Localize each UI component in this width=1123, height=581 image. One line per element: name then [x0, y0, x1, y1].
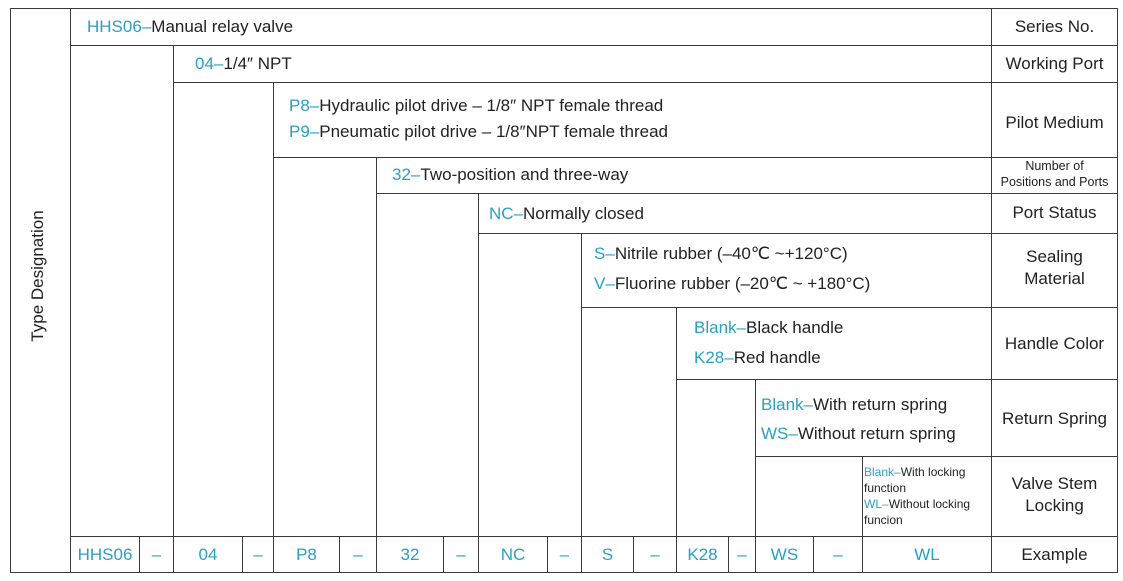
pilot-entry-p9 — [289, 123, 668, 140]
example-dash: – — [353, 545, 363, 564]
header-positions-line2: Positions and Ports — [1000, 175, 1109, 189]
header-example: Example — [1021, 545, 1088, 564]
handle-desc-blank: Black handle — [746, 318, 844, 337]
spring-sep-ws: – — [788, 424, 798, 443]
spring-code-blank: Blank — [761, 395, 804, 414]
header-positions-line1: Number of — [1025, 159, 1084, 173]
spring-sep-blank: – — [803, 395, 813, 414]
example-value-handle: K28 — [687, 545, 718, 564]
example-dash: – — [833, 545, 843, 564]
handle-sep-k28: – — [724, 348, 734, 367]
side-label: Type Designation — [28, 210, 47, 342]
table-border-left — [10, 8, 11, 573]
sealing-desc-s: Nitrile rubber (–40℃ ~+120°C) — [614, 244, 848, 263]
spring-entry-blank — [761, 396, 947, 413]
header-return-spring: Return Spring — [1002, 409, 1107, 428]
sealing-code-s: S — [594, 244, 606, 263]
pilot-sep-p9: – — [309, 122, 320, 141]
handle-code-blank: Blank — [694, 318, 737, 337]
row-line-example — [70, 536, 1118, 537]
header-working-port: Working Port — [1005, 54, 1104, 73]
locking-entry-wl — [864, 498, 970, 510]
example-value-sealing: S — [601, 545, 614, 564]
handle-entry-blank — [694, 319, 843, 336]
header-handle-color: Handle Color — [1004, 334, 1105, 353]
pilot-entry-p8 — [289, 97, 663, 114]
header-stem-locking-line2: Locking — [1025, 496, 1084, 515]
handle-code-k28: K28 — [694, 348, 725, 367]
sealing-code-v: V — [594, 274, 606, 293]
col-line-6 — [676, 307, 677, 573]
pilot-code-p9: P9 — [289, 122, 310, 141]
row-line-4 — [376, 193, 1118, 194]
locking-entry-blank-cont: function — [864, 481, 907, 495]
pilot-desc-p9: Pneumatic pilot drive – 1/8″NPT female thread — [319, 122, 668, 141]
example-dash: – — [737, 545, 747, 564]
series-desc: Manual relay valve — [151, 17, 294, 36]
row-line-2 — [173, 82, 1118, 83]
sealing-sep-s: – — [605, 244, 615, 263]
spring-code-ws: WS — [761, 424, 789, 443]
header-sealing-line2: Material — [1024, 269, 1085, 288]
col-line-1 — [173, 45, 174, 573]
spring-desc-blank: With return spring — [813, 395, 948, 414]
sealing-sep-v: – — [605, 274, 615, 293]
example-value-port-status: NC — [500, 545, 526, 564]
sealing-desc-v: Fluorine rubber (–20℃ ~ +180°C) — [614, 274, 871, 293]
row-line-7 — [676, 379, 1118, 380]
series-entry — [87, 18, 293, 35]
table-border-bottom — [10, 572, 1118, 573]
row-line-8 — [755, 456, 1118, 457]
example-value-positions: 32 — [400, 545, 420, 564]
port-status-entry — [489, 205, 644, 222]
row-line-1 — [70, 45, 1118, 46]
pilot-code-p8: P8 — [289, 96, 310, 115]
row-line-6 — [581, 307, 1118, 308]
col-line-7 — [755, 379, 756, 573]
row-line-5 — [478, 233, 1118, 234]
header-stem-locking-line1: Valve Stem — [1011, 474, 1098, 493]
positions-sep: – — [410, 165, 421, 184]
sealing-entry-v — [594, 275, 870, 292]
example-value-locking: WL — [914, 545, 940, 564]
header-sealing-line1: Sealing — [1026, 247, 1083, 266]
handle-sep-blank: – — [736, 318, 746, 337]
port-status-code: NC — [489, 204, 514, 223]
working-port-entry — [195, 55, 292, 72]
working-port-code: 04 — [195, 54, 214, 73]
example-value-port: 04 — [198, 545, 218, 564]
example-value-spring: WS — [770, 545, 799, 564]
positions-entry — [392, 166, 628, 183]
locking-desc-wl: Without locking — [888, 497, 971, 511]
locking-sep-wl: – — [882, 497, 889, 511]
example-dash: – — [151, 545, 162, 564]
handle-entry-k28 — [694, 349, 821, 366]
table-border-top — [10, 8, 1118, 9]
working-port-sep: – — [213, 54, 224, 73]
series-sep: – — [141, 17, 152, 36]
locking-entry-wl-cont: funcion — [864, 513, 903, 527]
locking-desc-blank: With locking — [900, 465, 966, 479]
locking-code-wl: WL — [864, 497, 882, 511]
handle-desc-k28: Red handle — [733, 348, 821, 367]
col-line-5 — [581, 233, 582, 573]
spring-entry-ws — [761, 425, 956, 442]
header-port-status: Port Status — [1012, 203, 1097, 222]
positions-desc: Two-position and three-way — [420, 165, 629, 184]
pilot-desc-p8: Hydraulic pilot drive – 1/8″ NPT female thread — [319, 96, 664, 115]
example-dash: – — [253, 545, 263, 564]
sealing-entry-s — [594, 245, 848, 262]
col-line-3 — [376, 157, 377, 573]
col-line-4 — [478, 193, 479, 573]
example-dash: – — [456, 545, 466, 564]
locking-sep-blank: – — [894, 465, 901, 479]
example-value-series: HHS06 — [77, 545, 133, 564]
series-code: HHS06 — [87, 17, 142, 36]
spring-desc-ws: Without return spring — [797, 424, 956, 443]
port-status-desc: Normally closed — [523, 204, 644, 223]
locking-entry-blank — [864, 466, 965, 478]
locking-code-blank: Blank — [864, 465, 895, 479]
header-pilot-medium: Pilot Medium — [1005, 113, 1104, 132]
header-series-no: Series No. — [1014, 17, 1095, 36]
pilot-sep-p8: – — [309, 96, 320, 115]
port-status-sep: – — [513, 204, 524, 223]
col-line-2 — [273, 82, 274, 573]
table-border-right — [1117, 8, 1118, 573]
side-label-divider — [70, 8, 71, 573]
example-dash: – — [650, 545, 660, 564]
working-port-desc: 1/4″ NPT — [223, 54, 292, 73]
positions-code: 32 — [392, 165, 411, 184]
example-value-pilot: P8 — [296, 545, 317, 564]
example-dash: – — [559, 545, 570, 564]
